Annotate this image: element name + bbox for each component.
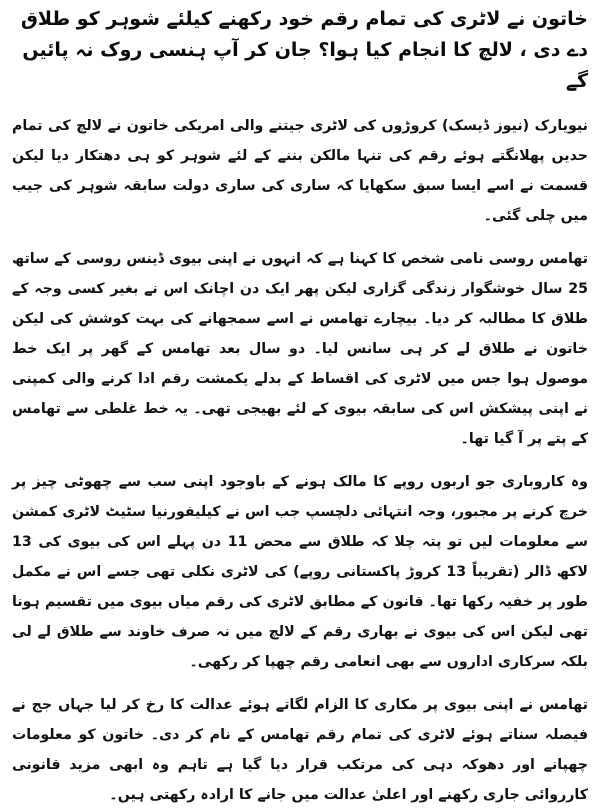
news-article [12,4,588,810]
article-paragraph-3: وہ کاروباری جو اربوں روپے کا مالک ہونے کے باوجود اپنی سب سے چھوٹی چیز پر خرچ کرنے پر مجبور، وجہ انتہائی دلچسپ جب اس نے کیلیفورنیا سٹیٹ لاٹری کمشن سے معلومات لیں تو پتہ چلا کہ طلاق سے محض 11 دن پہلے اس کی بیوی کی 13 لاکھ ڈالر (تقریباً 13 کروڑ پاکستانی روپے) کی لاٹری نکلی تھی جسے اس نے مکمل طور پر خفیہ رکھا تھا۔ قانون کے مطابق لاٹری کی رقم میاں بیوی میں تقسیم ہونا تھی لیکن اس کی بیوی نے بھاری رقم کے لالچ میں نہ صرف خاوند سے طلاق لے لی بلکہ سرکاری اداروں سے بھی انعامی رقم چھپا کر رکھی۔ [12,474,588,670]
article-paragraph-1: نیویارک (نیوز ڈیسک) کروڑوں کی لاٹری جیتنے والی امریکی خاتون نے لالچ کی تمام حدیں پھلانگتے ہوئے رقم کی تنہا مالکن بننے کے لئے شوہر کو ہی دھتکار دیا لیکن قسمت نے اسے ایسا سبق سکھایا کہ ساری کی ساری دولت سابقہ شوہر کی جیب میں چلی گئی۔ [12,118,588,224]
article-paragraph-4: تھامس نے اپنی بیوی پر مکاری کا الزام لگاتے ہوئے عدالت کا رخ کر لیا جہاں جج نے فیصلہ سناتے ہوئے لاٹری کی تمام رقم تھامس کے نام کر دی۔ خاتون کو معلومات چھپانے اور دھوکہ دہی کی مرتکب قرار دیا گیا ہے تاہم وہ ابھی مزید قانونی کارروائی جاری رکھنے اور اعلیٰ عدالت میں جانے کا ارادہ رکھتی ہیں۔ [12,697,588,803]
article-headline: خاتون نے لاٹری کی تمام رقم خود رکھنے کیلئے شوہر کو طلاق دے دی ، لالچ کا انجام کیا ہوا؟ جان کر آپ ہنسی روک نہ پائیں گے [20,8,588,92]
article-paragraph-2: تھامس روسی نامی شخص کا کہنا ہے کہ انہوں نے اپنی بیوی ڈینس روسی کے ساتھ 25 سال خوشگوار زندگی گزاری لیکن پھر ایک دن اچانک اس نے بغیر کسی وجہ کے طلاق کا مطالبہ کر دیا۔ بیچارے تھامس نے اسے سمجھانے کی بہت کوشش کی لیکن خاتون نے طلاق لے کر ہی سانس لیا۔ دو سال بعد تھامس کے گھر پر ایک خط موصول ہوا جس میں لاٹری کی اقساط کے بدلے یکمشت رقم ادا کرنے والی کمپنی نے اپنی پیشکش اس کی سابقہ بیوی کے لئے بھیجی تھی۔ یہ خط غلطی سے تھامس کے پتے پر آ گیا تھا۔ [12,251,588,447]
